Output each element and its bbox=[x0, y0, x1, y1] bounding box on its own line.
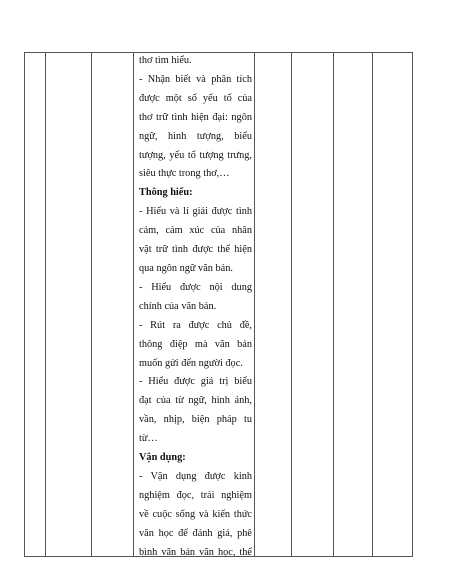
text-line: vật trữ tình được thể hiện bbox=[139, 244, 252, 256]
column-divider bbox=[91, 52, 92, 557]
text-line: bình văn bản văn học, thể bbox=[139, 546, 252, 558]
column-divider bbox=[254, 52, 255, 557]
section-heading: Vận dụng: bbox=[139, 452, 186, 464]
text-line: chính của văn bản. bbox=[139, 300, 217, 312]
text-line: thơ trữ tình hiện đại: ngôn bbox=[139, 111, 252, 123]
column-divider bbox=[372, 52, 373, 557]
text-line: đạt của từ ngữ, hình ảnh, bbox=[139, 395, 252, 407]
text-line: tượng, yếu tố tượng trưng, bbox=[139, 149, 252, 161]
text-line: nghiệm đọc, trải nghiệm bbox=[139, 489, 252, 501]
text-line: văn học để đánh giá, phê bbox=[139, 527, 252, 539]
text-line: siêu thực trong thơ,… bbox=[139, 168, 230, 180]
section-heading: Thông hiểu: bbox=[139, 187, 193, 199]
text-line: - Hiểu và lí giải được tình bbox=[139, 206, 252, 218]
column-divider bbox=[24, 52, 25, 557]
text-line: ngữ, hình tượng, biểu bbox=[139, 130, 252, 142]
text-line: - Hiểu được nội dung bbox=[139, 281, 252, 293]
text-line: về cuộc sống và kiến thức bbox=[139, 508, 252, 520]
column-divider bbox=[45, 52, 46, 557]
text-line: - Vận dụng được kinh bbox=[139, 470, 252, 482]
text-line: vần, nhịp, biện pháp tu bbox=[139, 414, 252, 426]
text-line: - Hiểu được giá trị biểu bbox=[139, 376, 252, 388]
text-line: từ… bbox=[139, 433, 158, 445]
text-line: thông điệp mà văn bản bbox=[139, 338, 252, 350]
text-line: được một số yếu tố của bbox=[139, 92, 252, 104]
text-line: qua ngôn ngữ văn bản. bbox=[139, 262, 233, 274]
column-divider bbox=[333, 52, 334, 557]
column-divider bbox=[412, 52, 413, 557]
column-divider bbox=[291, 52, 292, 557]
learning-outcomes-cell bbox=[139, 52, 252, 562]
text-line: - Rút ra được chủ đề, bbox=[139, 319, 252, 331]
text-line: muốn gửi đến người đọc. bbox=[139, 357, 243, 369]
text-line: - Nhận biết và phân tích bbox=[139, 73, 252, 85]
text-line: cảm, cảm xúc của nhân bbox=[139, 225, 252, 237]
text-line: thơ tìm hiểu. bbox=[139, 55, 192, 66]
column-divider bbox=[133, 52, 134, 557]
